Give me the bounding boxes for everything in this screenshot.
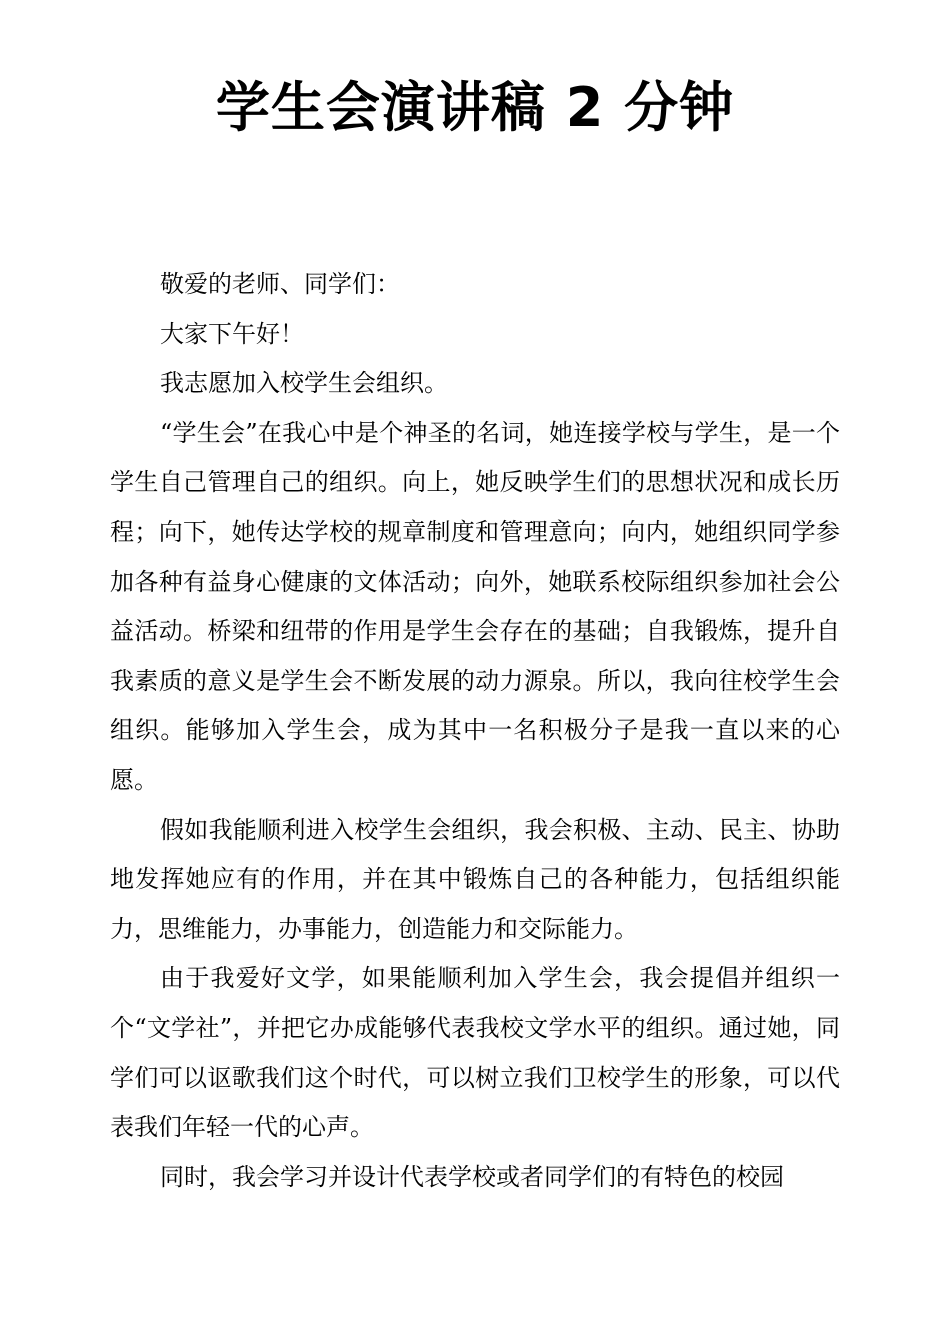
paragraph-greeting: 大家下午好！ [160,319,304,348]
paragraph-about-student-union: “学生会”在我心中是个神圣的名词，她连接学校与学生，是一个学生自己管理自己的组织。向上，她反映学生们的思想状况和成长历程；向下，她传达学校的规章制度和管理意向；向内，她组织同学参加各种有益身心健康的文体活动；向外，她联系校际组织参加社会公益活动。桥梁和纽带的作用是学生会存在的基础；自我锻炼，提升自我素质的意义是学生会不断发展的动力源泉。所以，我向往校学生会组织。能够加入学生会，成为其中一名积极分子是我一直以来的心愿。 [110,418,840,794]
paragraph-literature-club: 由于我爱好文学，如果能顺利加入学生会，我会提倡并组织一个“文学社”，并把它办成能够代表我校文学水平的组织。通过她，同学们可以讴歌我们这个时代，可以树立我们卫校学生的形象，可以代表我们年轻一代的心声。 [110,964,840,1142]
paragraph-salutation: 敬爱的老师、同学们： [160,270,400,298]
paragraph-campus-design: 同时，我会学习并设计代表学校或者同学们的有特色的校园 [160,1162,784,1191]
document-body [110,260,840,1202]
document-title: 学生会演讲稿 2 分钟 [215,76,735,139]
paragraph-intent: 我志愿加入校学生会组织。 [160,369,448,398]
paragraph-commitment: 假如我能顺利进入校学生会组织，我会积极、主动、民主、协助地发挥她应有的作用，并在其中锻炼自己的各种能力，包括组织能力，思维能力，办事能力，创造能力和交际能力。 [110,815,840,943]
